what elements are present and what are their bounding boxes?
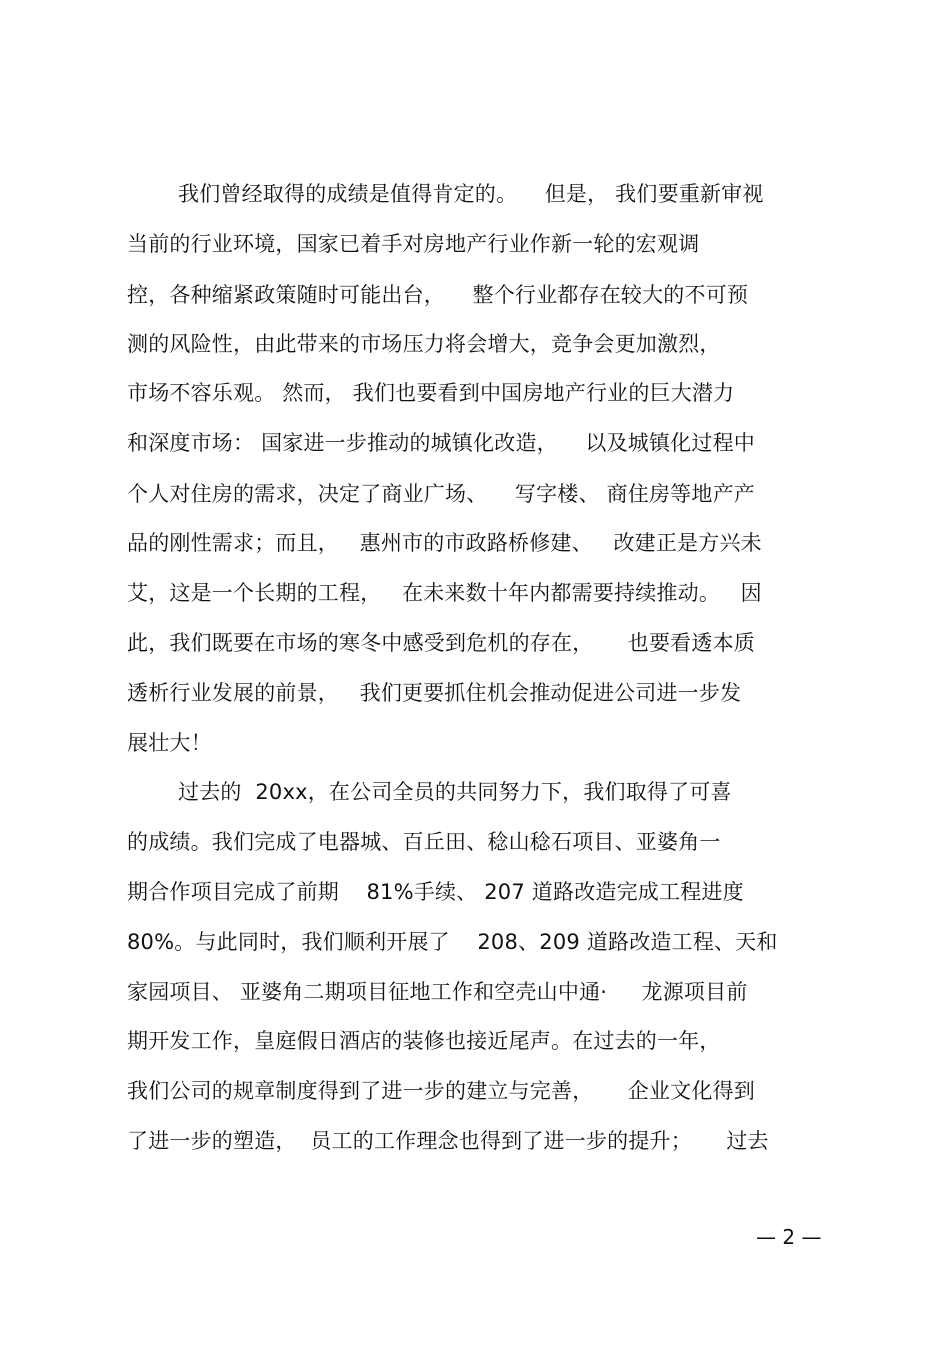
paragraph-2-line-7: 我们公司的规章制度得到了进一步的建立与完善， 企业文化得到 — [127, 1079, 755, 1103]
paragraph-1-line-1: 我们曾经取得的成绩是值得肯定的。 但是， 我们要重新审视 — [178, 182, 764, 206]
paragraph-1-line-5: 市场不容乐观。 然而， 我们也要看到中国房地产行业的巨大潜力 — [127, 381, 735, 405]
paragraph-2-line-1: 过去的 20xx，在公司全员的共同努力下，我们取得了可喜 — [178, 780, 732, 804]
paragraph-1-line-10: 此，我们既要在市场的寒冬中感受到危机的存在， 也要看透本质 — [127, 631, 755, 655]
paragraph-1-line-11: 透析行业发展的前景， 我们更要抓住机会推动促进公司进一步发 — [127, 681, 742, 705]
paragraph-1-line-4: 测的风险性，由此带来的市场压力将会增大，竞争会更加激烈， — [127, 332, 721, 356]
paragraph-1-line-6: 和深度市场： 国家进一步推动的城镇化改造， 以及城镇化过程中 — [127, 431, 755, 455]
paragraph-1-line-2: 当前的行业环境，国家已着手对房地产行业作新一轮的宏观调 — [127, 232, 700, 256]
paragraph-1-line-8: 品的刚性需求；而且， 惠州市的市政路桥修建、 改建正是方兴未 — [127, 531, 762, 555]
paragraph-2-line-2: 的成绩。我们完成了电器城、百丘田、稔山稔石项目、亚婆角一 — [127, 830, 721, 854]
paragraph-1-line-3: 控，各种缩紧政策随时可能出台， 整个行业都存在较大的不可预 — [127, 283, 749, 307]
paragraph-1-line-7: 个人对住房的需求，决定了商业广场、 写字楼、 商住房等地产产 — [127, 482, 755, 506]
paragraph-1-line-12: 展壮大！ — [127, 731, 212, 755]
paragraph-2-line-6: 期开发工作，皇庭假日酒店的装修也接近尾声。在过去的一年， — [127, 1029, 721, 1053]
page-number: — 2 — — [756, 1225, 822, 1249]
paragraph-2-line-3: 期合作项目完成了前期 81%手续、 207 道路改造完成工程进度 — [127, 880, 744, 904]
paragraph-2-line-8: 了进一步的塑造， 员工的工作理念也得到了进一步的提升； 过去 — [127, 1129, 769, 1153]
paragraph-2-line-5: 家园项目、 亚婆角二期项目征地工作和空壳山中通· 龙源项目前 — [127, 980, 748, 1004]
paragraph-1-line-9: 艾，这是一个长期的工程， 在未来数十年内都需要持续推动。 因 — [127, 581, 762, 605]
paragraph-2-line-4: 80%。与此同时，我们顺利开展了 208、209 道路改造工程、天和 — [127, 930, 778, 954]
